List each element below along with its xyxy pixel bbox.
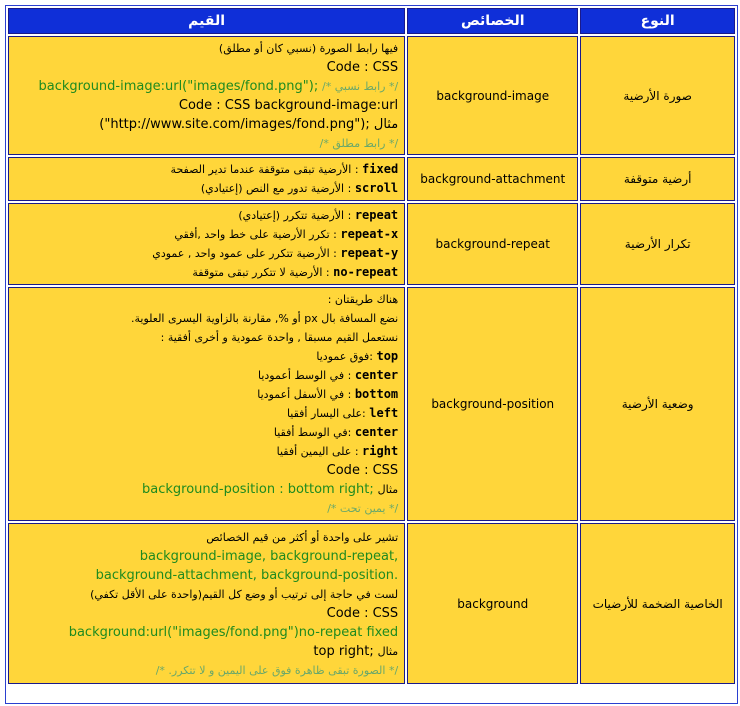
value-line: [15, 206, 398, 225]
value-line: لست في حاجة إلى ترتيب أو وضع كل القيم(واحدة على الأقل تكفي): [90, 587, 399, 601]
keyword: repeat-y: [340, 246, 399, 260]
keyword: no-repeat: [333, 265, 399, 279]
keyword-desc: :في الوسط أفقيا: [273, 426, 355, 439]
example-label: مثال: [377, 483, 399, 496]
property-cell: background-repeat: [407, 203, 578, 285]
table-row: [8, 36, 735, 155]
keyword: top: [376, 349, 399, 363]
code-comment: /* الصورة تبقى ظاهرة فوق على اليمين و لا تتكرر. */: [155, 663, 399, 677]
value-line: [15, 642, 398, 661]
keyword-desc: :فوق عموديا: [316, 350, 377, 363]
values-cell: [8, 203, 405, 285]
value-line: [15, 244, 398, 263]
values-cell: [8, 523, 405, 684]
keyword: center: [354, 425, 399, 439]
property-cell: background: [407, 523, 578, 684]
code-snippet: Code : CSS background-image:url: [178, 97, 399, 113]
keyword: fixed: [362, 162, 399, 176]
header-row: [8, 8, 735, 34]
example-label: مثال: [377, 644, 399, 658]
code-comment: /* يمين تحت */: [327, 502, 399, 515]
value-line: نستعمل القيم مسبقا , واحدة عمودية و أخرى أفقية :: [160, 331, 399, 344]
value-line: [15, 179, 398, 198]
keyword: scroll: [354, 181, 399, 195]
keyword-desc: : الأرضية تدور مع النص (إعتيادي): [200, 182, 355, 195]
keyword-desc: : على اليمين أفقيا: [276, 445, 363, 458]
table-row: [8, 287, 735, 521]
keyword: bottom: [354, 387, 399, 401]
code-comment: /* رابط نسبي */: [322, 79, 399, 93]
header-values: القيم: [8, 8, 405, 34]
code-snippet: background-attachment, background-position.: [95, 567, 399, 583]
code-label: Code : CSS: [326, 59, 399, 75]
keyword-desc: : الأرضية لا تتكرر تبقى متوقفة: [192, 266, 334, 279]
value-line: [15, 423, 398, 442]
code-snippet: background-image:url("images/fond.png");: [38, 78, 319, 94]
type-cell: الخاصية الضخمة للأرضيات: [580, 523, 735, 684]
type-cell: وضعية الأرضية: [580, 287, 735, 521]
css-background-table-frame: [5, 5, 738, 704]
code-snippet: background-image, background-repeat,: [139, 548, 399, 564]
value-line: نضع المسافة بال px أو %, مقارنة بالزاوية اليسرى العلوية.: [130, 312, 399, 325]
property-cell: background-image: [407, 36, 578, 155]
keyword-desc: : الأرضية تتكرر (إعتيادي): [238, 209, 355, 222]
keyword: left: [369, 406, 399, 420]
keyword-desc: : تكرر الأرضية على خط واحد ,أفقي: [174, 228, 341, 241]
type-cell: تكرار الأرضية: [580, 203, 735, 285]
header-type: النوع: [580, 8, 735, 34]
values-cell: [8, 36, 405, 155]
value-line: [15, 366, 398, 385]
value-line: فيها رابط الصورة (نسبي كان أو مطلق): [218, 41, 399, 55]
code-label: Code : CSS: [326, 463, 399, 478]
value-line: [15, 404, 398, 423]
keyword: repeat: [354, 208, 399, 222]
code-comment: /* رابط مطلق */: [319, 136, 399, 150]
keyword-desc: : في الوسط أعموديا: [257, 369, 355, 382]
values-cell: [8, 157, 405, 201]
value-line: [15, 160, 398, 179]
value-line: [15, 480, 398, 499]
type-cell: صورة الأرضية: [580, 36, 735, 155]
table-row: [8, 203, 735, 285]
code-snippet: top right;: [313, 643, 374, 659]
table-row: [8, 523, 735, 684]
css-background-table: [6, 6, 737, 686]
keyword-desc: : الأرضية تبقى متوقفة عندما تدير الصفحة: [170, 163, 363, 176]
property-cell: background-attachment: [407, 157, 578, 201]
keyword-desc: : في الأسفل أعموديا: [257, 388, 355, 401]
value-line: [15, 225, 398, 244]
value-line: [15, 77, 398, 96]
value-line: [15, 442, 398, 461]
value-line: [15, 385, 398, 404]
value-line: [15, 347, 398, 366]
code-snippet: background:url("images/fond.png")no-repeat fixed: [68, 624, 399, 640]
value-line: [15, 263, 398, 282]
keyword: repeat-x: [340, 227, 399, 241]
code-snippet: ("http://www.site.com/images/fond.png"); مثال: [99, 116, 399, 132]
keyword: right: [362, 444, 399, 458]
header-properties: الخصائص: [407, 8, 578, 34]
table-row: [8, 157, 735, 201]
keyword: center: [354, 368, 399, 382]
code-snippet: background-position : bottom right;: [141, 482, 374, 497]
property-cell: background-position: [407, 287, 578, 521]
code-label: Code : CSS: [326, 605, 399, 621]
type-cell: أرضية متوقفة: [580, 157, 735, 201]
keyword-desc: : الأرضية تتكرر على عمود واحد , عمودي: [152, 247, 341, 260]
values-cell: [8, 287, 405, 521]
value-line: تشير على واحدة أو أكثر من قيم الخصائص: [206, 530, 399, 544]
keyword-desc: :على اليسار أفقيا: [286, 407, 370, 420]
value-line: هناك طريقتان :: [327, 293, 399, 306]
